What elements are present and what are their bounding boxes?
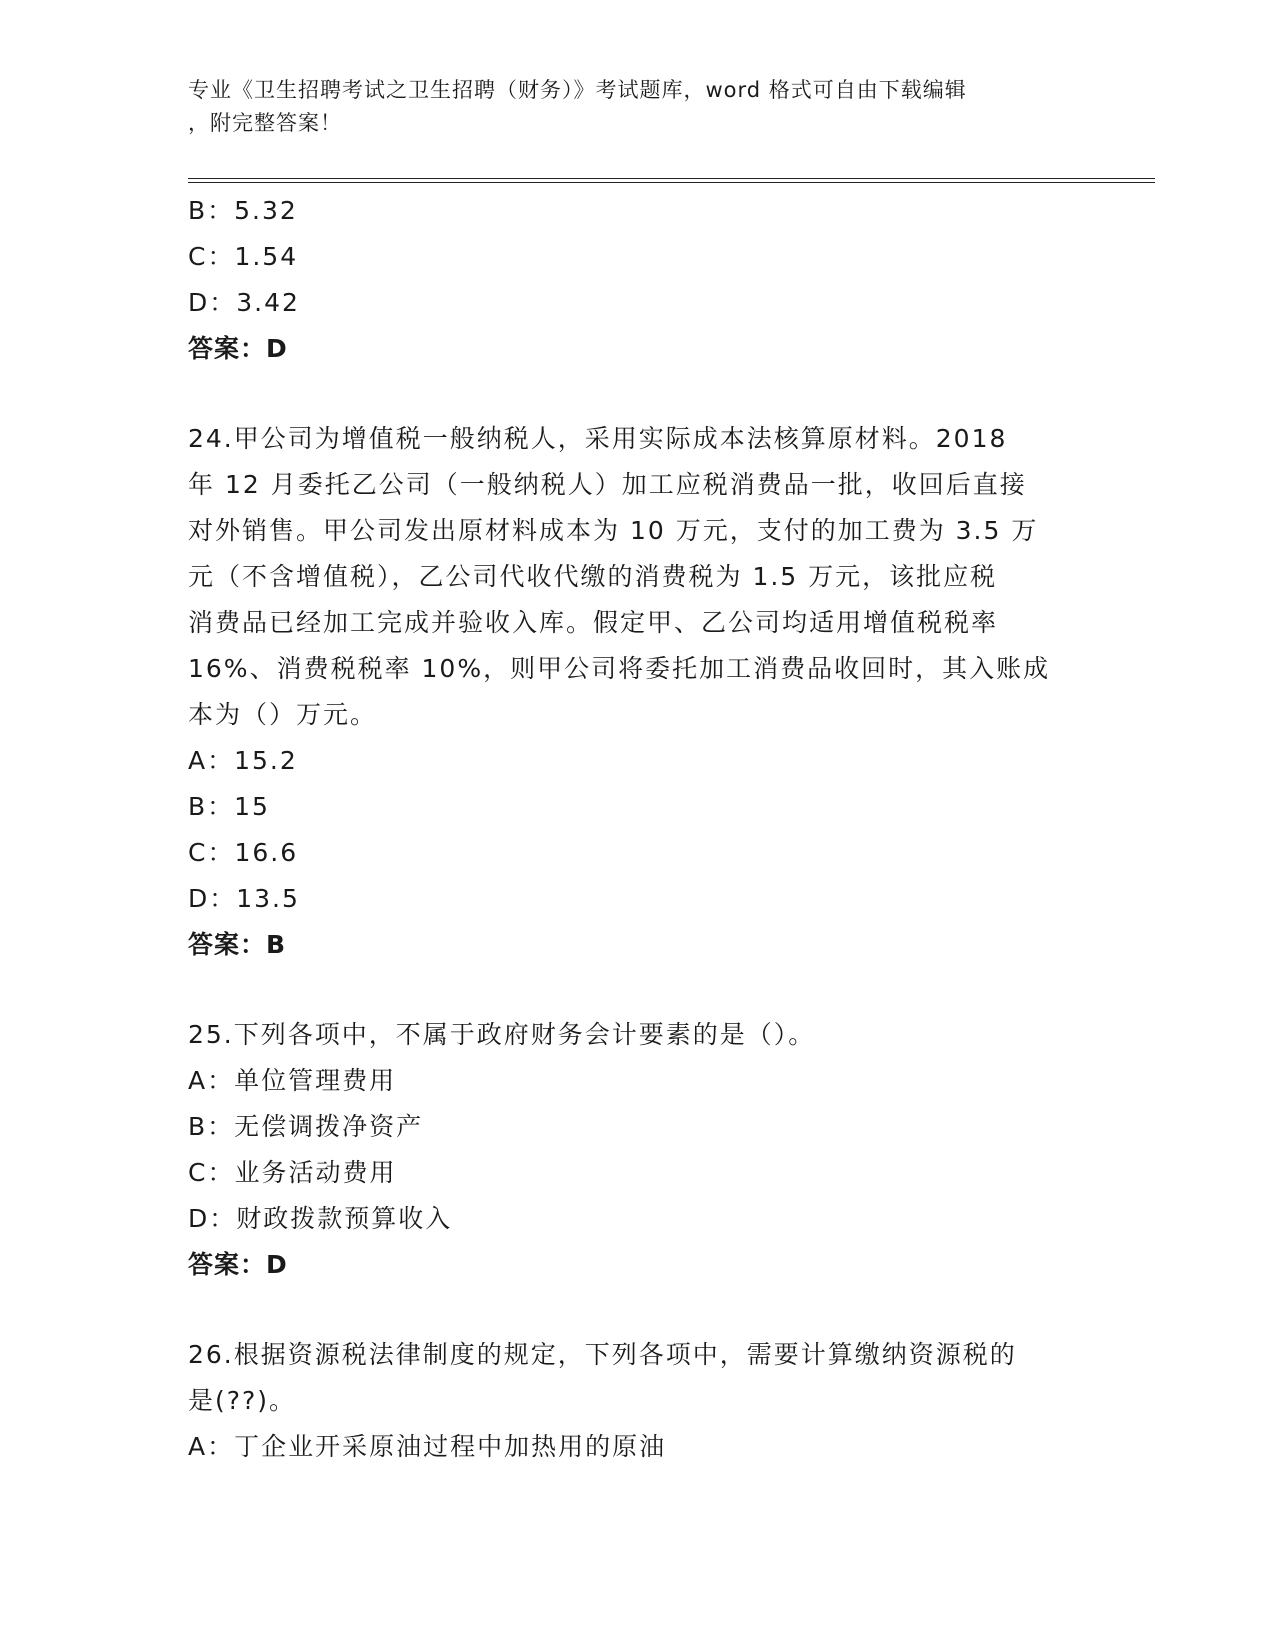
question-stem-line: 24.甲公司为增值税一般纳税人，采用实际成本法核算原材料。2018 (188, 424, 1008, 453)
option-b: B：5.32 (188, 196, 298, 225)
option-d: D：财政拨款预算收入 (188, 1204, 453, 1233)
option-a: A：丁企业开采原油过程中加热用的原油 (188, 1432, 667, 1461)
spacer (188, 372, 1088, 416)
header-line-1: 专业《卫生招聘考试之卫生招聘（财务）》考试题库，word 格式可自由下载编辑 (188, 78, 967, 102)
question-stem-line: 年 12 月委托乙公司（一般纳税人）加工应税消费品一批，收回后直接 (188, 470, 1027, 499)
option-c: C：16.6 (188, 838, 299, 867)
question-stem-line: 26.根据资源税法律制度的规定，下列各项中，需要计算缴纳资源税的 (188, 1340, 1017, 1369)
answer: 答案：D (188, 334, 288, 363)
question-stem-line: 16%、消费税税率 10%，则甲公司将委托加工消费品收回时，其入账成 (188, 654, 1051, 683)
header-divider (188, 178, 1155, 183)
question-26 (188, 1332, 1088, 1470)
question-stem-line: 元（不含增值税），乙公司代收代缴的消费税为 1.5 万元，该批应税 (188, 562, 998, 591)
option-b: B：无偿调拨净资产 (188, 1112, 424, 1141)
option-a: A：15.2 (188, 746, 298, 775)
question-stem-line: 是(??)。 (188, 1386, 297, 1415)
question-24 (188, 416, 1088, 968)
question-stem: 25.下列各项中，不属于政府财务会计要素的是（）。 (188, 1020, 816, 1049)
option-b: B：15 (188, 792, 270, 821)
spacer (188, 1288, 1088, 1332)
option-a: A：单位管理费用 (188, 1066, 397, 1095)
question-stem-line: 本为（）万元。 (188, 700, 378, 729)
question-stem-line: 对外销售。甲公司发出原材料成本为 10 万元，支付的加工费为 3.5 万 (188, 516, 1039, 545)
header-line-2: ，附完整答案！ (188, 111, 342, 135)
answer: 答案：B (188, 930, 287, 959)
option-d: D：13.5 (188, 884, 300, 913)
option-d: D：3.42 (188, 288, 300, 317)
question-stem-line: 消费品已经加工完成并验收入库。假定甲、乙公司均适用增值税税率 (188, 608, 999, 637)
question-list (188, 188, 1088, 1470)
option-c: C：业务活动费用 (188, 1158, 397, 1187)
document-header (188, 74, 1068, 140)
answer: 答案：D (188, 1250, 288, 1279)
question-25 (188, 1012, 1088, 1288)
question-23 (188, 188, 1088, 372)
option-c: C：1.54 (188, 242, 299, 271)
spacer (188, 968, 1088, 1012)
